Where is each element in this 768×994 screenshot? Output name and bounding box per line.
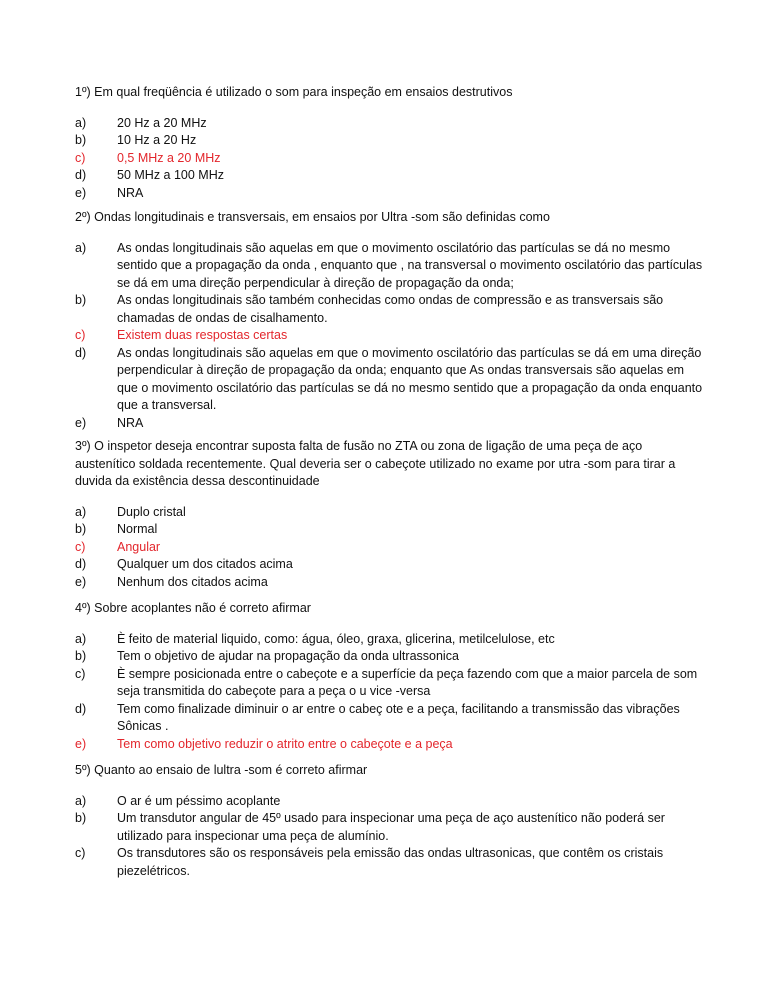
option-text: NRA (117, 185, 144, 200)
option-item (75, 556, 705, 574)
option-letter: d) (75, 701, 87, 716)
option-text: Normal (117, 522, 158, 536)
option-item (75, 115, 705, 133)
option-letter: b) (75, 649, 87, 663)
option-list (75, 115, 705, 203)
option-text: As ondas longitudinais são aquelas em que o movimento oscilatório das partículas se dá no mesmo sentido que a propagação da onda , enquanto que , na transversal o movimento oscilatório das partículas se dá em uma direção perpendicular à direção de propagação da onda; (117, 240, 703, 290)
option-item (75, 631, 705, 649)
option-letter: d) (75, 168, 87, 182)
option-text: NRA (117, 415, 144, 430)
option-item-correct (75, 150, 705, 168)
option-text: Um transdutor angular de 45º usado para inspecionar uma peça de aço austenítico não poderá ser utilizado para inspecionar uma peça de alumínio. (117, 811, 665, 843)
option-letter: a) (75, 240, 87, 255)
option-text: Nenhum dos citados acima (117, 574, 268, 589)
option-text: 10 Hz a 20 Hz (117, 133, 197, 147)
option-letter: a) (75, 793, 87, 808)
option-letter: c) (75, 539, 86, 554)
option-item (75, 648, 705, 666)
option-item-correct (75, 327, 705, 345)
option-letter: a) (75, 504, 87, 519)
option-text: Tem como objetivo reduzir o atrito entre o cabeçote e a peça (117, 736, 453, 751)
option-letter: e) (75, 574, 87, 589)
option-item (75, 810, 705, 845)
option-list (75, 631, 705, 754)
option-text: È feito de material liquido, como: água, óleo, graxa, glicerina, metilcelulose, etc (117, 631, 555, 646)
question-5 (75, 762, 705, 880)
option-list (75, 240, 705, 433)
option-item-correct (75, 539, 705, 557)
option-item (75, 132, 705, 150)
option-letter: e) (75, 185, 87, 200)
option-letter: b) (75, 133, 87, 147)
option-item (75, 666, 705, 701)
question-1 (75, 84, 705, 202)
option-item (75, 504, 705, 522)
option-item (75, 521, 705, 539)
option-letter: b) (75, 811, 87, 825)
option-letter: e) (75, 415, 87, 430)
option-text: Os transdutores são os responsáveis pela emissão das ondas ultrasonicas, que contêm os cristais piezelétricos. (117, 846, 664, 878)
option-text: As ondas longitudinais são também conhecidas como ondas de compressão e as transversais são chamadas de ondas de cisalhamento. (117, 293, 664, 325)
option-text: Angular (117, 539, 161, 554)
option-item (75, 292, 705, 327)
option-text: Duplo cristal (117, 504, 186, 519)
option-item (75, 415, 705, 433)
option-text: Qualquer um dos citados acima (117, 557, 293, 571)
option-item (75, 845, 705, 880)
option-letter: c) (75, 666, 86, 681)
option-letter: c) (75, 328, 86, 342)
option-letter: b) (75, 293, 87, 307)
option-text: Existem duas respostas certas (117, 328, 288, 342)
option-item (75, 240, 705, 293)
option-text: 20 Hz a 20 MHz (117, 115, 207, 130)
option-letter: d) (75, 557, 87, 571)
option-item (75, 345, 705, 415)
option-item (75, 167, 705, 185)
option-text: È sempre posicionada entre o cabeçote e a superfície da peça fazendo com que a maior parcela de som seja transmitida do cabeçote para a peça o u vice -versa (117, 666, 698, 698)
option-letter: b) (75, 522, 87, 536)
option-item (75, 701, 705, 736)
option-text: O ar é um péssimo acoplante (117, 793, 281, 808)
option-letter: a) (75, 115, 87, 130)
option-letter: c) (75, 150, 86, 165)
option-letter: d) (75, 345, 87, 360)
question-4 (75, 600, 705, 753)
option-text: As ondas longitudinais são aquelas em que o movimento oscilatório das partículas se dá em uma direção perpendicular à direção de propagação da onda; enquanto que As ondas transversais são aquelas em que o movimento oscilatório das partículas se dá no mesmo sentido que a propagação da onda enquanto que a transversal. (117, 345, 703, 412)
question-2 (75, 209, 705, 432)
option-text: Tem o objetivo de ajudar na propagação da onda ultrassonica (117, 649, 459, 663)
question-text: 1º) Em qual freqüência é utilizado o som para inspeção em ensaios destrutivos (75, 85, 513, 99)
option-letter: c) (75, 846, 86, 860)
option-item (75, 574, 705, 592)
option-text: 50 MHz a 100 MHz (117, 168, 224, 182)
option-list (75, 504, 705, 592)
question-text: 5º) Quanto ao ensaio de lultra -som é correto afirmar (75, 763, 368, 777)
option-text: 0,5 MHz a 20 MHz (117, 150, 221, 165)
question-3 (75, 438, 705, 591)
option-text: Tem como finalizade diminuir o ar entre o cabeç ote e a peça, facilitando a transmissão das vibrações Sônicas . (117, 701, 680, 733)
option-letter: e) (75, 736, 87, 751)
question-text: 2º) Ondas longitudinais e transversais, em ensaios por Ultra -som são definidas como (75, 210, 550, 224)
option-item (75, 793, 705, 811)
option-item (75, 185, 705, 203)
question-text: 4º) Sobre acoplantes não é correto afirmar (75, 601, 311, 615)
option-item-correct (75, 736, 705, 754)
option-letter: a) (75, 631, 87, 646)
question-text: 3º) O inspetor deseja encontrar suposta falta de fusão no ZTA ou zona de ligação de uma peça de aço austenítico soldada recentemente. Qual deveria ser o cabeçote utilizado no exame por utra -som para tirar a duvida da existência dessa descontinuidade (75, 439, 676, 488)
option-list (75, 793, 705, 881)
